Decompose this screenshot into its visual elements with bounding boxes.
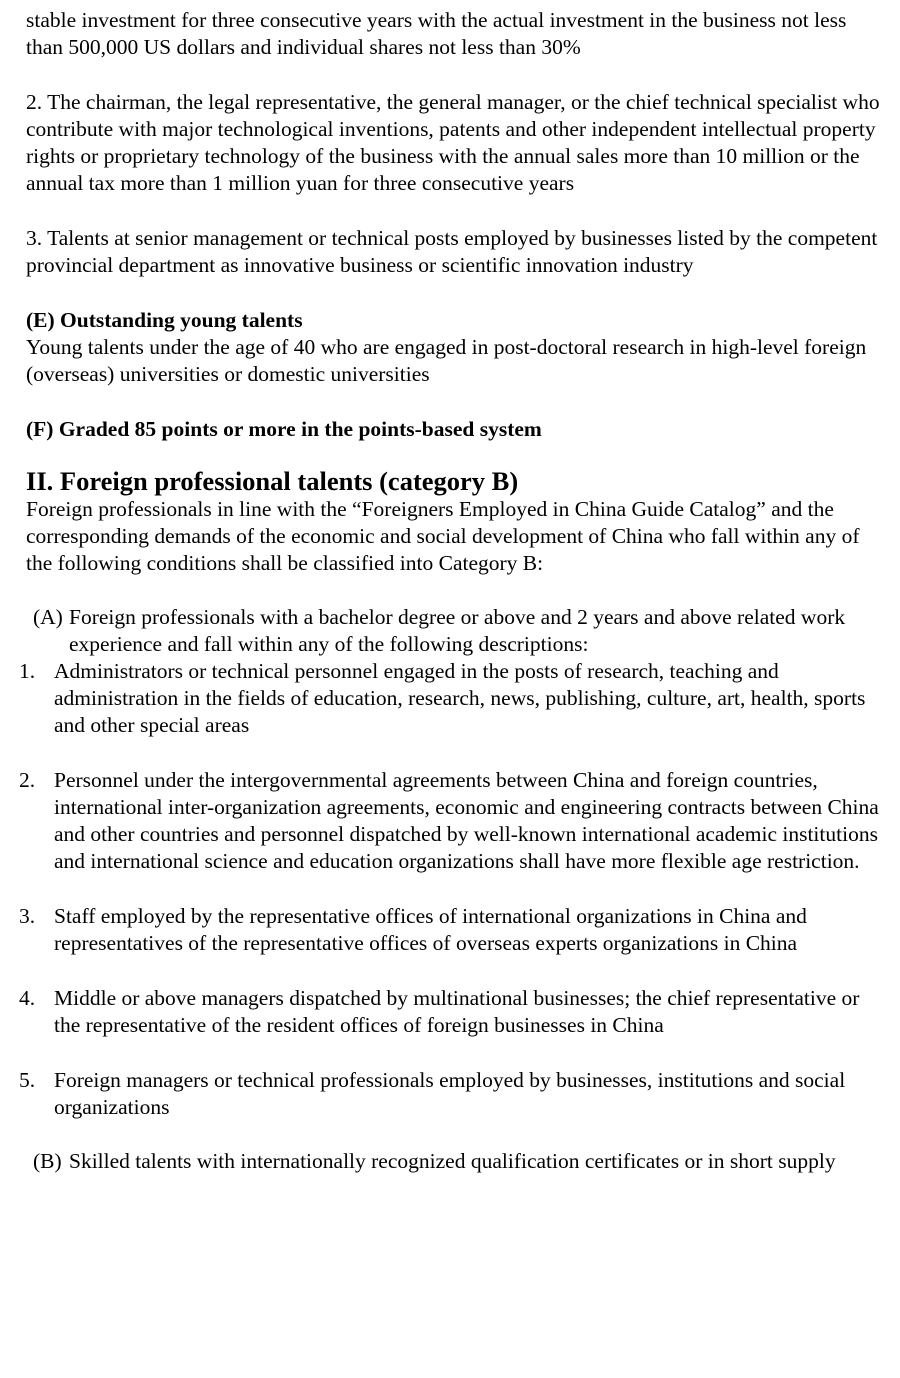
list-item-text: Personnel under the intergovernmental agreements between China and foreign countries, international inter-organization agreements, economic and engineering contracts between China and other countries and personnel dispatched by well-known international academic institutions and international science and education organizations shall have more flexible age restriction. xyxy=(54,768,879,873)
subsection-a-list xyxy=(0,658,886,1121)
subsection-a xyxy=(26,604,886,658)
section-e-body: Young talents under the age of 40 who are engaged in post-doctoral research in high-level foreign (overseas) universities or domestic universities xyxy=(26,335,867,386)
list-item-number: 4. xyxy=(19,986,36,1010)
paragraph-item-3: 3. Talents at senior management or technical posts employed by businesses listed by the competent provincial department as innovative business or scientific innovation industry xyxy=(26,226,878,277)
list-item-text: Foreign managers or technical professionals employed by businesses, institutions and social organizations xyxy=(54,1068,846,1119)
list-item-number: 3. xyxy=(19,904,36,928)
list-item xyxy=(0,658,886,739)
paragraph-item-2: 2. The chairman, the legal representative, the general manager, or the chief technical specialist who contribute with major technological inventions, patents and other independent intellectual property rights or proprietary technology of the business with the annual sales more than 10 million or the annual tax more than 1 million yuan for three consecutive years xyxy=(26,90,880,195)
list-item xyxy=(0,985,886,1039)
list-item-number: 1. xyxy=(19,659,36,683)
paragraph-continuation: stable investment for three consecutive years with the actual investment in the business not less than 500,000 US dollars and individual shares not less than 30% xyxy=(26,8,847,59)
section-points-based xyxy=(26,416,886,443)
subsection-b-marker: (B) xyxy=(33,1149,62,1173)
list-item-number: 5. xyxy=(19,1068,36,1092)
list-item-number: 2. xyxy=(19,768,36,792)
subsection-a-text: Foreign professionals with a bachelor degree or above and 2 years and above related work experience and fall within any of the following descriptions: xyxy=(69,605,846,656)
list-item-text: Middle or above managers dispatched by multinational businesses; the chief representative or the representative of the resident offices of foreign businesses in China xyxy=(54,986,860,1037)
list-item-text: Administrators or technical personnel engaged in the posts of research, teaching and administration in the fields of education, research, news, publishing, culture, art, health, sports and other special areas xyxy=(54,659,866,737)
section-outstanding-young-talents xyxy=(26,307,886,388)
subsection-a-marker: (A) xyxy=(33,605,63,629)
section-f-heading: (F) Graded 85 points or more in the points-based system xyxy=(26,417,542,441)
document-page xyxy=(19,7,886,1175)
section-e-heading: (E) Outstanding young talents xyxy=(26,308,303,332)
category-b-title: II. Foreign professional talents (category B) xyxy=(26,466,519,496)
list-item xyxy=(0,767,886,875)
list-item xyxy=(0,903,886,957)
subsection-b xyxy=(26,1148,886,1175)
category-b-intro: Foreign professionals in line with the “Foreigners Employed in China Guide Catalog” and the corresponding demands of the economic and social development of China who fall within any of the following conditions shall be classified into Category B: xyxy=(26,497,860,575)
list-item-text: Staff employed by the representative offices of international organizations in China and representatives of the representative offices of overseas experts organizations in China xyxy=(54,904,807,955)
subsection-b-text: Skilled talents with internationally recognized qualification certificates or in short supply xyxy=(69,1149,836,1173)
list-item xyxy=(0,1067,886,1121)
category-b-section xyxy=(19,466,886,1175)
